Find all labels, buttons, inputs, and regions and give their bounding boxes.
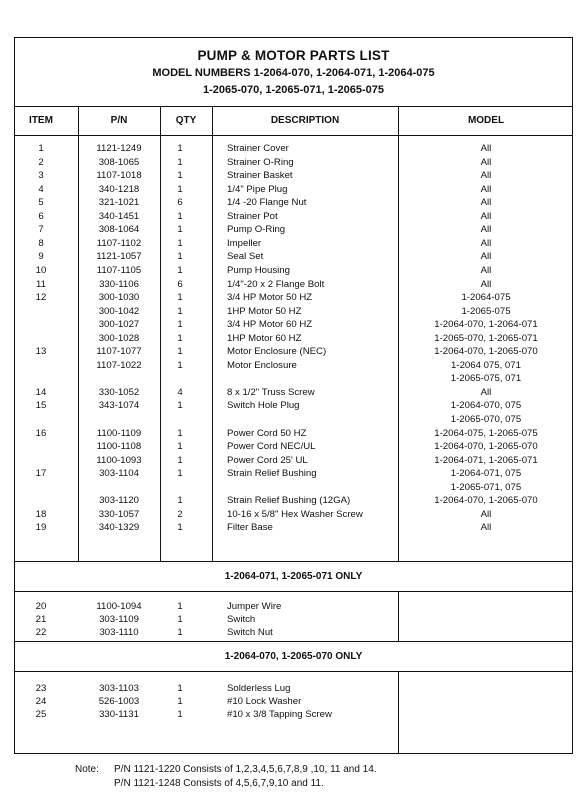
- qty-cell: 1: [177, 210, 183, 222]
- description-cell: Jumper Wire: [227, 601, 282, 612]
- description-cell: Motor Enclosure: [227, 359, 297, 371]
- item-cell: 3: [38, 170, 44, 182]
- description-cell: Strain Relief Bushing (12GA): [227, 495, 351, 507]
- qty-cell: 1: [177, 522, 183, 534]
- header: [15, 38, 572, 107]
- description-cell: 1/4 -20 Flange Nut: [227, 197, 307, 209]
- part-number-cell: 303-1110: [99, 627, 139, 638]
- table-row: [15, 237, 572, 250]
- part-number-cell: 300-1030: [98, 292, 140, 304]
- part-number-cell: 321-1021: [98, 197, 140, 209]
- table-row: [15, 626, 572, 639]
- model-cell: 1-2064-070, 1-2065-070: [434, 346, 538, 358]
- column-header-row: [15, 106, 572, 136]
- part-number-cell: 330-1057: [98, 508, 140, 520]
- description-cell: Pump O-Ring: [227, 224, 286, 236]
- part-number-cell: 340-1451: [98, 210, 140, 222]
- section-label-071: 1-2064-071, 1-2065-071 ONLY: [15, 561, 572, 592]
- table-row: [15, 332, 572, 345]
- description-cell: Switch Nut: [227, 627, 273, 638]
- item-cell: 23: [35, 683, 47, 694]
- model-cell: 1-2064-071, 075: [450, 468, 522, 480]
- qty-cell: 2: [177, 508, 183, 520]
- description-cell: 3/4 HP Motor 50 HZ: [227, 292, 313, 304]
- description-cell: Switch Hole Plug: [227, 400, 300, 412]
- model-cell: 1-2064-070, 1-2065-070: [434, 495, 538, 507]
- qty-cell: 1: [177, 427, 183, 439]
- model-cell: All: [480, 197, 492, 209]
- table-row: [15, 386, 572, 399]
- note-label: Note:: [75, 764, 99, 775]
- table-row: [15, 250, 572, 263]
- description-cell: Strain Relief Bushing: [227, 468, 317, 480]
- item-cell: 14: [35, 386, 47, 398]
- qty-cell: 1: [177, 143, 183, 154]
- table-row: [15, 156, 572, 169]
- model-cell: 1-2064-070, 075: [450, 400, 522, 412]
- part-number-cell: 1100-1094: [96, 601, 142, 612]
- description-cell: 10-16 x 5/8" Hex Washer Screw: [227, 508, 363, 520]
- item-cell: 22: [35, 627, 47, 638]
- part-number-cell: 330-1052: [98, 386, 140, 398]
- page-title: PUMP & MOTOR PARTS LIST: [197, 48, 390, 63]
- model-numbers-line1: MODEL NUMBERS 1-2064-070, 1-2064-071, 1-2064-075: [152, 67, 435, 79]
- column-header-model: MODEL: [467, 115, 505, 126]
- model-cell: 1-2065-075, 071: [450, 373, 522, 385]
- description-cell: 8 x 1/2" Truss Screw: [227, 386, 315, 398]
- model-cell: 1-2064-075: [461, 292, 511, 304]
- table-row: [15, 413, 572, 426]
- part-number-cell: 1107-1022: [96, 359, 142, 371]
- part-number-cell: 303-1120: [99, 495, 139, 507]
- description-cell: Power Cord 25' UL: [227, 454, 308, 466]
- model-cell: 1-2065-071, 075: [450, 481, 522, 493]
- part-number-cell: 300-1027: [98, 319, 140, 331]
- model-cell: All: [480, 170, 492, 182]
- qty-cell: 1: [177, 696, 183, 707]
- table-row: [15, 508, 572, 521]
- part-number-cell: 303-1103: [99, 683, 139, 694]
- model-cell: 1-2065-070, 1-2065-071: [434, 332, 538, 344]
- description-cell: 3/4 HP Motor 60 HZ: [227, 319, 313, 331]
- model-cell: 1-2065-075: [461, 305, 511, 317]
- part-number-cell: 340-1329: [98, 522, 140, 534]
- item-cell: 25: [35, 709, 47, 720]
- qty-cell: 1: [177, 601, 183, 612]
- part-number-cell: 1121-1249: [96, 143, 142, 154]
- model-cell: 1-2065-070, 075: [450, 414, 522, 425]
- item-cell: 19: [35, 522, 47, 534]
- qty-cell: 1: [177, 468, 183, 480]
- part-number-cell: 1100-1093: [96, 454, 142, 466]
- description-cell: Power Cord 50 HZ: [227, 427, 307, 439]
- part-number-cell: 340-1218: [98, 183, 140, 195]
- table-row: [15, 183, 572, 196]
- item-cell: 12: [35, 292, 47, 304]
- qty-cell: 1: [177, 170, 183, 182]
- qty-cell: 1: [177, 346, 183, 358]
- item-cell: 2: [38, 156, 44, 168]
- item-cell: 9: [38, 251, 44, 263]
- table-row: [15, 359, 572, 372]
- table-row: [15, 345, 572, 358]
- section-label-070: 1-2064-070, 1-2065-070 ONLY: [15, 641, 572, 672]
- description-cell: Impeller: [227, 237, 262, 249]
- qty-cell: 4: [177, 386, 183, 398]
- item-cell: 18: [35, 508, 47, 520]
- table-row: [15, 494, 572, 507]
- table-row: [15, 427, 572, 440]
- model-cell: All: [480, 237, 492, 249]
- description-cell: 1/4"-20 x 2 Flange Bolt: [227, 278, 325, 290]
- qty-cell: 1: [177, 614, 183, 625]
- qty-cell: 1: [177, 454, 183, 466]
- description-cell: Switch: [227, 614, 256, 625]
- table-row: [15, 454, 572, 467]
- description-cell: 1HP Motor 50 HZ: [227, 305, 302, 317]
- item-cell: 15: [35, 400, 47, 412]
- description-cell: Motor Enclosure (NEC): [227, 346, 327, 358]
- qty-cell: 1: [177, 251, 183, 263]
- table-row: [15, 708, 572, 721]
- table-row: [15, 481, 572, 494]
- table-row: [15, 695, 572, 708]
- table-row: [15, 196, 572, 209]
- item-cell: 5: [38, 197, 44, 209]
- part-number-cell: 1100-1109: [96, 427, 142, 439]
- part-number-cell: 308-1064: [98, 224, 140, 236]
- part-number-cell: 330-1106: [99, 278, 139, 290]
- column-header-qty: QTY: [175, 115, 197, 126]
- part-number-cell: 303-1109: [99, 614, 139, 625]
- qty-cell: 1: [177, 683, 183, 694]
- qty-cell: 1: [177, 183, 183, 195]
- column-header-item: ITEM: [29, 115, 53, 126]
- model-cell: 1-2064-070, 1-2064-071: [434, 319, 538, 331]
- model-numbers-line2: 1-2065-070, 1-2065-071, 1-2065-075: [202, 84, 385, 96]
- model-cell: All: [480, 278, 492, 290]
- table-row: [15, 613, 572, 626]
- part-number-cell: 330-1131: [99, 709, 139, 720]
- model-cell: All: [480, 522, 492, 534]
- model-cell: 1-2064-071, 1-2065-071: [434, 454, 538, 466]
- table-row: [15, 467, 572, 480]
- table-row: [15, 399, 572, 412]
- part-number-cell: 1107-1102: [96, 237, 142, 249]
- description-cell: Power Cord NEC/UL: [227, 441, 316, 453]
- model-cell: All: [480, 143, 492, 154]
- note-line-1: P/N 1121-1220 Consists of 1,2,3,4,5,6,7,8,9 ,10, 11 and 14.: [114, 764, 377, 775]
- part-number-cell: 300-1028: [98, 332, 140, 344]
- description-cell: Filter Base: [227, 522, 273, 534]
- part-number-cell: 308-1065: [98, 156, 140, 168]
- qty-cell: 1: [177, 224, 183, 236]
- qty-cell: 1: [177, 319, 183, 331]
- model-cell: All: [480, 156, 492, 168]
- qty-cell: 1: [177, 627, 183, 638]
- item-cell: 4: [38, 183, 44, 195]
- description-cell: Seal Set: [227, 251, 264, 263]
- part-number-cell: 1107-1105: [96, 264, 142, 276]
- model-cell: 1-2064 075, 071: [451, 359, 521, 371]
- parts-list-frame: [14, 37, 573, 754]
- description-cell: 1/4" Pipe Plug: [227, 183, 288, 195]
- part-number-cell: 1121-1057: [96, 251, 142, 263]
- table-row: [15, 169, 572, 182]
- qty-cell: 6: [177, 197, 183, 209]
- description-cell: #10 Lock Washer: [227, 696, 302, 707]
- item-cell: 16: [35, 427, 47, 439]
- table-row: [15, 600, 572, 613]
- item-cell: 24: [35, 696, 47, 707]
- qty-cell: 1: [177, 441, 183, 453]
- model-cell: 1-2064-070, 1-2065-070: [434, 441, 538, 453]
- part-number-cell: 1107-1077: [96, 346, 142, 358]
- table-row: [15, 210, 572, 223]
- qty-cell: 1: [177, 156, 183, 168]
- table-row: [15, 682, 572, 695]
- model-cell: 1-2064-075, 1-2065-075: [434, 427, 538, 439]
- part-number-cell: 526-1003: [98, 696, 140, 707]
- description-cell: Strainer Basket: [227, 170, 293, 182]
- qty-cell: 6: [177, 278, 183, 290]
- table-row: [15, 440, 572, 453]
- part-number-cell: 303-1104: [99, 468, 139, 480]
- item-cell: 11: [36, 278, 46, 290]
- qty-cell: 1: [177, 237, 183, 249]
- item-cell: 7: [38, 224, 44, 236]
- part-number-cell: 1100-1108: [96, 441, 142, 453]
- model-cell: All: [480, 264, 492, 276]
- column-header-description: DESCRIPTION: [270, 115, 340, 126]
- model-cell: All: [480, 183, 492, 195]
- description-cell: 1HP Motor 60 HZ: [227, 332, 302, 344]
- qty-cell: 1: [177, 400, 183, 412]
- model-cell: All: [480, 508, 492, 520]
- model-cell: All: [480, 386, 492, 398]
- qty-cell: 1: [177, 495, 183, 507]
- item-cell: 10: [35, 264, 47, 276]
- item-cell: 13: [35, 346, 47, 358]
- part-number-cell: 300-1042: [98, 305, 140, 317]
- qty-cell: 1: [177, 264, 183, 276]
- table-row: [15, 305, 572, 318]
- note-line-2: P/N 1121-1248 Consists of 4,5,6,7,9,10 and 11.: [114, 778, 324, 789]
- table-row: [15, 372, 572, 385]
- part-number-cell: 1107-1018: [96, 170, 142, 182]
- table-row: [15, 142, 572, 155]
- description-cell: Solderless Lug: [227, 683, 291, 694]
- qty-cell: 1: [177, 332, 183, 344]
- description-cell: Strainer O-Ring: [227, 156, 294, 168]
- model-cell: All: [480, 210, 492, 222]
- model-cell: All: [480, 224, 492, 236]
- item-cell: 21: [35, 614, 47, 625]
- model-cell: All: [480, 251, 492, 263]
- table-row: [15, 521, 572, 534]
- description-cell: Strainer Cover: [227, 143, 289, 154]
- description-cell: Strainer Pot: [227, 210, 278, 222]
- table-row: [15, 318, 572, 331]
- qty-cell: 1: [177, 292, 183, 304]
- table-row: [15, 223, 572, 236]
- item-cell: 17: [35, 468, 47, 480]
- qty-cell: 1: [177, 709, 183, 720]
- item-cell: 8: [38, 237, 44, 249]
- part-number-cell: 343-1074: [98, 400, 140, 412]
- qty-cell: 1: [177, 359, 183, 371]
- column-header-pn: P/N: [110, 115, 128, 126]
- description-cell: Pump Housing: [227, 264, 290, 276]
- table-row: [15, 291, 572, 304]
- qty-cell: 1: [177, 305, 183, 317]
- table-row: [15, 278, 572, 291]
- item-cell: 1: [38, 143, 44, 154]
- table-row: [15, 264, 572, 277]
- item-cell: 20: [35, 601, 47, 612]
- description-cell: #10 x 3/8 Tapping Screw: [227, 709, 332, 720]
- item-cell: 6: [38, 210, 44, 222]
